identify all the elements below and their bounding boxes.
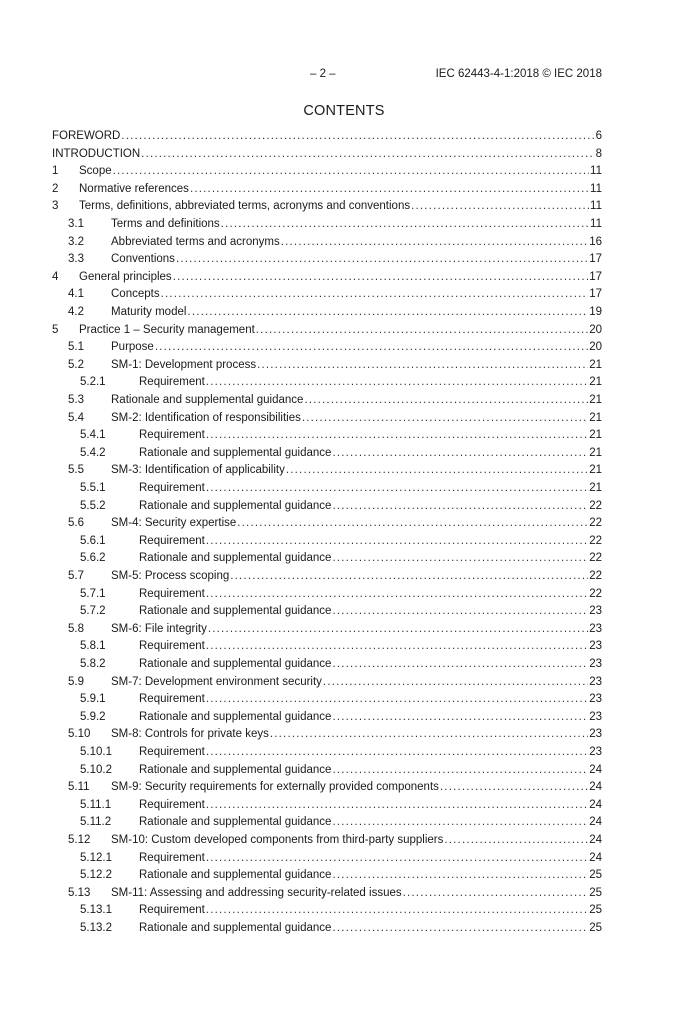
toc-entry-number: 5.11 bbox=[68, 781, 90, 794]
toc-entry-line bbox=[139, 869, 602, 881]
toc-entry[interactable] bbox=[0, 869, 688, 887]
toc-entry-line bbox=[139, 500, 602, 512]
toc-entry-title: FOREWORD bbox=[52, 130, 121, 142]
toc-entry[interactable] bbox=[0, 570, 688, 588]
toc-entry-page: 6 bbox=[595, 130, 602, 142]
toc-entry-page: 23 bbox=[589, 605, 602, 618]
toc-entry-title: Requirement bbox=[139, 746, 205, 758]
toc-entry[interactable] bbox=[0, 447, 688, 465]
toc-entry-line bbox=[111, 887, 602, 899]
dot-leader bbox=[302, 412, 588, 424]
toc-entry-page: 24 bbox=[589, 798, 602, 811]
toc-entry[interactable] bbox=[0, 376, 688, 394]
toc-entry-line bbox=[139, 640, 602, 652]
dot-leader bbox=[176, 253, 588, 265]
toc-entry-title: SM-2: Identification of responsibilities bbox=[111, 411, 301, 424]
dot-leader bbox=[113, 165, 589, 177]
dot-leader bbox=[206, 852, 588, 864]
toc-entry-page: 23 bbox=[589, 693, 602, 706]
dot-leader bbox=[206, 799, 588, 811]
toc-entry-page: 24 bbox=[589, 834, 602, 846]
dot-leader bbox=[332, 552, 588, 564]
toc-entry-number: 5.8.2 bbox=[80, 658, 106, 670]
toc-entry[interactable] bbox=[0, 693, 688, 711]
toc-entry-number: 5.6 bbox=[68, 517, 84, 530]
toc-entry[interactable] bbox=[0, 852, 688, 870]
toc-entry-page: 23 bbox=[589, 675, 602, 688]
toc-entry-title: Normative references bbox=[79, 182, 189, 195]
toc-entry-line bbox=[139, 588, 602, 600]
toc-entry-title: SM-6: File integrity bbox=[111, 622, 207, 635]
toc-entry[interactable] bbox=[0, 306, 688, 324]
toc-entry-number: 5.7 bbox=[68, 570, 84, 582]
toc-entry-page: 25 bbox=[589, 922, 602, 934]
toc-entry[interactable] bbox=[0, 834, 688, 852]
toc-entry[interactable] bbox=[0, 588, 688, 606]
toc-entry-page: 25 bbox=[589, 886, 602, 899]
toc-entry-line bbox=[139, 429, 602, 441]
toc-entry-number: 5.6.1 bbox=[80, 534, 106, 547]
toc-entry[interactable] bbox=[0, 887, 688, 905]
toc-entry-page: 21 bbox=[589, 446, 602, 459]
toc-entry[interactable] bbox=[0, 130, 688, 148]
toc-entry[interactable] bbox=[0, 253, 688, 271]
toc-entry-line bbox=[139, 447, 602, 459]
toc-entry[interactable] bbox=[0, 464, 688, 482]
toc-entry-line bbox=[111, 676, 602, 688]
toc-entry-title: SM-3: Identification of applicability bbox=[111, 464, 285, 477]
toc-entry-line bbox=[139, 816, 602, 828]
dot-leader bbox=[304, 394, 588, 406]
toc-entry[interactable] bbox=[0, 271, 688, 289]
toc-entry[interactable] bbox=[0, 904, 688, 922]
dot-leader bbox=[121, 130, 594, 142]
toc-entry-number: 5.5.1 bbox=[80, 482, 106, 494]
toc-entry-title: Requirement bbox=[139, 640, 205, 653]
toc-entry-number: 5.6.2 bbox=[80, 552, 106, 565]
toc-entry-page: 24 bbox=[589, 763, 602, 776]
toc-entry-line bbox=[111, 306, 602, 318]
toc-entry-number: 3.3 bbox=[68, 253, 84, 266]
toc-entry[interactable] bbox=[0, 359, 688, 377]
toc-entry-title: SM-4: Security expertise bbox=[111, 517, 237, 530]
toc-entry-title: Rationale and supplemental guidance bbox=[139, 605, 332, 618]
toc-entry-page: 22 bbox=[589, 570, 602, 582]
toc-entry-line bbox=[79, 165, 602, 177]
toc-entry[interactable] bbox=[0, 781, 688, 799]
toc-entry[interactable] bbox=[0, 816, 688, 834]
toc-entry-number: 5.4 bbox=[68, 411, 84, 424]
toc-entry-title: Requirement bbox=[139, 482, 205, 494]
dot-leader bbox=[403, 887, 589, 899]
dot-leader bbox=[155, 341, 588, 353]
toc-entry-page: 11 bbox=[590, 165, 602, 178]
toc-entry[interactable] bbox=[0, 218, 688, 236]
toc-entry[interactable] bbox=[0, 640, 688, 658]
dot-leader bbox=[237, 517, 588, 529]
dot-leader bbox=[230, 570, 588, 582]
toc-entry[interactable] bbox=[0, 623, 688, 641]
toc-entry-number: 4.2 bbox=[68, 306, 84, 318]
toc-entry-page: 23 bbox=[589, 640, 602, 653]
toc-entry[interactable] bbox=[0, 394, 688, 412]
toc-entry-number: 5.7.2 bbox=[80, 605, 106, 618]
toc-entry-line bbox=[111, 517, 602, 529]
dot-leader bbox=[208, 623, 588, 635]
toc-entry-page: 22 bbox=[589, 517, 602, 530]
toc-entry-line bbox=[111, 781, 602, 793]
toc-entry-page: 23 bbox=[589, 728, 602, 741]
toc-entry[interactable] bbox=[0, 183, 688, 201]
toc-entry-page: 11 bbox=[590, 218, 602, 230]
toc-entry-page: 21 bbox=[589, 411, 602, 424]
dot-leader bbox=[206, 693, 588, 705]
dot-leader bbox=[173, 271, 589, 283]
toc-entry-title: SM-11: Assessing and addressing security-related issues bbox=[111, 886, 402, 899]
toc-entry-line bbox=[52, 148, 602, 160]
toc-entry-page: 22 bbox=[589, 587, 602, 600]
toc-entry-title: Rationale and supplemental guidance bbox=[139, 499, 332, 512]
dot-leader bbox=[206, 482, 588, 494]
toc-entry[interactable] bbox=[0, 535, 688, 553]
toc-entry[interactable] bbox=[0, 148, 688, 166]
dot-leader bbox=[332, 500, 588, 512]
toc-entry-number: 5.11.1 bbox=[80, 798, 112, 811]
toc-entry-title: Requirement bbox=[139, 851, 205, 864]
toc-entry-line bbox=[139, 922, 602, 934]
toc-entry-number: 5.9.1 bbox=[80, 693, 106, 706]
toc-entry-number: 4 bbox=[52, 270, 59, 283]
toc-entry-title: Requirement bbox=[139, 376, 205, 389]
toc-entry-line bbox=[111, 623, 602, 635]
toc-entry-title: Purpose bbox=[111, 341, 154, 354]
toc-entry[interactable] bbox=[0, 500, 688, 518]
toc-entry-title: Rationale and supplemental guidance bbox=[139, 763, 332, 776]
dot-leader bbox=[444, 834, 588, 846]
toc-entry-page: 24 bbox=[589, 781, 602, 794]
toc-entry[interactable] bbox=[0, 517, 688, 535]
toc-entry-page: 23 bbox=[589, 622, 602, 635]
toc-entry-number: 5.9 bbox=[68, 675, 84, 688]
toc-entry-line bbox=[139, 658, 602, 670]
dot-leader bbox=[332, 922, 588, 934]
toc-entry-number: 5.8.1 bbox=[80, 640, 106, 653]
toc-entry-page: 23 bbox=[589, 746, 602, 758]
dot-leader bbox=[332, 605, 588, 617]
toc-entry-page: 21 bbox=[589, 429, 602, 442]
toc-entry-title: Requirement bbox=[139, 798, 205, 811]
toc-entry-line bbox=[139, 852, 602, 864]
toc-entry-line bbox=[111, 341, 602, 353]
toc-entry-line bbox=[139, 693, 602, 705]
toc-entry-number: 5.1 bbox=[68, 341, 84, 354]
toc-entry[interactable] bbox=[0, 711, 688, 729]
toc-entry-number: 1 bbox=[52, 165, 59, 178]
toc-entry[interactable] bbox=[0, 288, 688, 306]
toc-entry[interactable] bbox=[0, 552, 688, 570]
toc-entry-line bbox=[111, 394, 602, 406]
toc-entry[interactable] bbox=[0, 676, 688, 694]
toc-entry-page: 17 bbox=[589, 270, 602, 283]
toc-entry-title: Requirement bbox=[139, 904, 205, 917]
dot-leader bbox=[332, 869, 588, 881]
dot-leader bbox=[206, 640, 588, 652]
toc-entry-page: 24 bbox=[589, 851, 602, 864]
toc-entry-number: 5.12 bbox=[68, 834, 91, 846]
page-number: – 2 – bbox=[310, 68, 336, 80]
dot-leader bbox=[332, 447, 588, 459]
toc-entry-line bbox=[111, 288, 602, 300]
toc-entry-number: 4.1 bbox=[68, 288, 84, 301]
toc-entry-page: 22 bbox=[589, 499, 602, 512]
toc-entry-page: 11 bbox=[590, 182, 602, 195]
toc-entry-title: Terms and definitions bbox=[111, 218, 220, 230]
toc-entry-line bbox=[79, 200, 602, 212]
toc-entry-number: 5.13.1 bbox=[80, 904, 112, 917]
toc-entry[interactable] bbox=[0, 324, 688, 342]
toc-entry-number: 5.5 bbox=[68, 464, 84, 477]
toc-entry-number: 5.2 bbox=[68, 358, 84, 371]
toc-entry-title: SM-9: Security requirements for externally provided components bbox=[111, 781, 439, 794]
dot-leader bbox=[286, 464, 588, 476]
contents-title: CONTENTS bbox=[303, 103, 385, 119]
toc-entry-number: 5.12.1 bbox=[80, 851, 112, 864]
toc-entry[interactable] bbox=[0, 341, 688, 359]
toc-entry-title: Abbreviated terms and acronyms bbox=[111, 235, 280, 248]
toc-entry-title: Rationale and supplemental guidance bbox=[139, 658, 332, 670]
toc-entry-line bbox=[111, 218, 602, 230]
toc-entry-page: 21 bbox=[589, 376, 602, 389]
toc-entry-number: 5.10.1 bbox=[80, 746, 112, 758]
dot-leader bbox=[206, 746, 588, 758]
toc-entry-line bbox=[139, 552, 602, 564]
toc-entry-page: 21 bbox=[589, 358, 602, 371]
dot-leader bbox=[141, 148, 594, 160]
toc-entry-number: 5.10.2 bbox=[80, 763, 112, 776]
toc-entry-title: Requirement bbox=[139, 534, 205, 547]
toc-entry-title: Requirement bbox=[139, 587, 205, 600]
toc-entry-line bbox=[111, 570, 602, 582]
dot-leader bbox=[281, 236, 588, 248]
toc-entry-number: 5.9.2 bbox=[80, 710, 106, 723]
toc-entry-number: 5.5.2 bbox=[80, 499, 106, 512]
toc-entry-line bbox=[139, 746, 602, 758]
toc-entry-page: 11 bbox=[590, 200, 602, 213]
toc-entry-page: 21 bbox=[589, 482, 602, 494]
toc-entry-title: SM-1: Development process bbox=[111, 358, 257, 371]
toc-entry-line bbox=[111, 412, 602, 424]
toc-entry[interactable] bbox=[0, 746, 688, 764]
toc-entry-title: Scope bbox=[79, 165, 112, 178]
toc-entry-page: 25 bbox=[589, 904, 602, 917]
dot-leader bbox=[206, 535, 588, 547]
toc-entry-title: SM-8: Controls for private keys bbox=[111, 728, 269, 741]
toc-entry-page: 17 bbox=[589, 253, 602, 266]
toc-entry-title: Requirement bbox=[139, 693, 205, 706]
dot-leader bbox=[221, 218, 589, 230]
toc-entry[interactable] bbox=[0, 922, 688, 940]
dot-leader bbox=[206, 588, 588, 600]
toc-entry-number: 5.10 bbox=[68, 728, 91, 741]
toc-entry-title: Maturity model bbox=[111, 306, 187, 318]
dot-leader bbox=[411, 200, 589, 212]
page-header bbox=[0, 68, 688, 84]
toc-entry-number: 5.4.1 bbox=[80, 429, 106, 442]
toc-entry-line bbox=[111, 359, 602, 371]
toc-entry-page: 21 bbox=[589, 394, 602, 406]
toc-entry-number: 5.2.1 bbox=[80, 376, 106, 389]
toc-entry-number: 5.12.2 bbox=[80, 869, 112, 882]
dot-leader bbox=[332, 816, 588, 828]
toc-entry-title: Requirement bbox=[139, 429, 205, 442]
toc-entry-line bbox=[111, 834, 602, 846]
toc-entry-page: 21 bbox=[589, 464, 602, 477]
toc-entry-number: 2 bbox=[52, 182, 59, 195]
toc-entry-number: 3.1 bbox=[68, 218, 84, 230]
toc-entry-number: 5 bbox=[52, 323, 59, 336]
toc-entry-line bbox=[52, 130, 602, 142]
toc-entry-page: 23 bbox=[589, 710, 602, 723]
toc-entry-page: 22 bbox=[589, 534, 602, 547]
dot-leader bbox=[332, 711, 588, 723]
toc-entry[interactable] bbox=[0, 764, 688, 782]
dot-leader bbox=[206, 429, 588, 441]
toc-entry-title: Rationale and supplemental guidance bbox=[111, 394, 304, 406]
dot-leader bbox=[323, 676, 588, 688]
toc-entry-number: 3 bbox=[52, 200, 59, 213]
toc-entry-title: Practice 1 – Security management bbox=[79, 323, 255, 336]
toc-entry-line bbox=[111, 728, 602, 740]
toc-entry-page: 25 bbox=[589, 869, 602, 882]
dot-leader bbox=[270, 728, 588, 740]
toc-entry-title: Rationale and supplemental guidance bbox=[139, 869, 332, 882]
toc-entry-page: 19 bbox=[589, 306, 602, 318]
toc-entry-number: 5.13.2 bbox=[80, 922, 112, 934]
dot-leader bbox=[332, 658, 588, 670]
toc-entry-title: Rationale and supplemental guidance bbox=[139, 922, 332, 934]
toc-entry-title: INTRODUCTION bbox=[52, 147, 141, 160]
toc-entry[interactable] bbox=[0, 728, 688, 746]
toc-entry-line bbox=[139, 764, 602, 776]
toc-entry-title: Rationale and supplemental guidance bbox=[139, 446, 332, 459]
toc-entry-title: Concepts bbox=[111, 288, 160, 301]
dot-leader bbox=[332, 764, 588, 776]
toc-entry-number: 5.7.1 bbox=[80, 587, 106, 600]
toc-entry-title: Rationale and supplemental guidance bbox=[139, 816, 332, 829]
toc-entry-page: 17 bbox=[589, 288, 602, 301]
toc-entry-page: 16 bbox=[589, 235, 602, 248]
toc-entry-title: General principles bbox=[79, 270, 172, 283]
toc-entry-title: SM-5: Process scoping bbox=[111, 570, 230, 582]
toc-entry-title: Conventions bbox=[111, 253, 175, 266]
toc-entry-line bbox=[139, 482, 602, 494]
toc-entry-line bbox=[79, 324, 602, 336]
toc-entry-title: SM-7: Development environment security bbox=[111, 675, 322, 688]
dot-leader bbox=[440, 781, 588, 793]
toc-entry-page: 23 bbox=[589, 658, 602, 670]
toc-entry-line bbox=[111, 236, 602, 248]
toc-entry-page: 8 bbox=[595, 147, 602, 160]
toc-entry[interactable] bbox=[0, 412, 688, 430]
toc-entry-number: 5.8 bbox=[68, 622, 84, 635]
toc-entry-line bbox=[79, 183, 602, 195]
toc-entry-line bbox=[139, 535, 602, 547]
toc-entry-line bbox=[139, 605, 602, 617]
toc-entry-line bbox=[111, 464, 602, 476]
toc-entry-title: Rationale and supplemental guidance bbox=[139, 710, 332, 723]
toc-entry-number: 5.3 bbox=[68, 394, 84, 406]
dot-leader bbox=[256, 324, 588, 336]
toc-entry-number: 5.13 bbox=[68, 886, 91, 899]
document-identifier: IEC 62443-4-1:2018 © IEC 2018 bbox=[435, 68, 602, 80]
toc-entry[interactable] bbox=[0, 799, 688, 817]
toc-entry-page: 20 bbox=[589, 323, 602, 336]
dot-leader bbox=[206, 376, 588, 388]
toc-entry[interactable] bbox=[0, 200, 688, 218]
toc-entry-title: SM-10: Custom developed components from third-party suppliers bbox=[111, 834, 444, 846]
toc-entry-line bbox=[111, 253, 602, 265]
toc-entry[interactable] bbox=[0, 165, 688, 183]
toc-entry-page: 22 bbox=[589, 552, 602, 565]
dot-leader bbox=[190, 183, 589, 195]
toc-entry[interactable] bbox=[0, 429, 688, 447]
toc-entry-number: 5.11.2 bbox=[80, 816, 112, 829]
toc-entry[interactable] bbox=[0, 482, 688, 500]
toc-entry[interactable] bbox=[0, 605, 688, 623]
toc-entry-page: 24 bbox=[589, 816, 602, 829]
dot-leader bbox=[206, 904, 588, 916]
toc-entry-number: 3.2 bbox=[68, 235, 84, 248]
toc-entry-line bbox=[139, 799, 602, 811]
dot-leader bbox=[161, 288, 589, 300]
toc-entry-line bbox=[139, 904, 602, 916]
toc-entry-line bbox=[139, 711, 602, 723]
toc-entry-title: Rationale and supplemental guidance bbox=[139, 552, 332, 565]
toc-entry[interactable] bbox=[0, 236, 688, 254]
dot-leader bbox=[257, 359, 588, 371]
toc-entry[interactable] bbox=[0, 658, 688, 676]
toc-entry-page: 20 bbox=[589, 341, 602, 354]
toc-entry-line bbox=[139, 376, 602, 388]
dot-leader bbox=[187, 306, 588, 318]
toc-entry-title: Terms, definitions, abbreviated terms, acronyms and conventions bbox=[79, 200, 411, 213]
toc-entry-line bbox=[79, 271, 602, 283]
toc-entry-number: 5.4.2 bbox=[80, 446, 106, 459]
